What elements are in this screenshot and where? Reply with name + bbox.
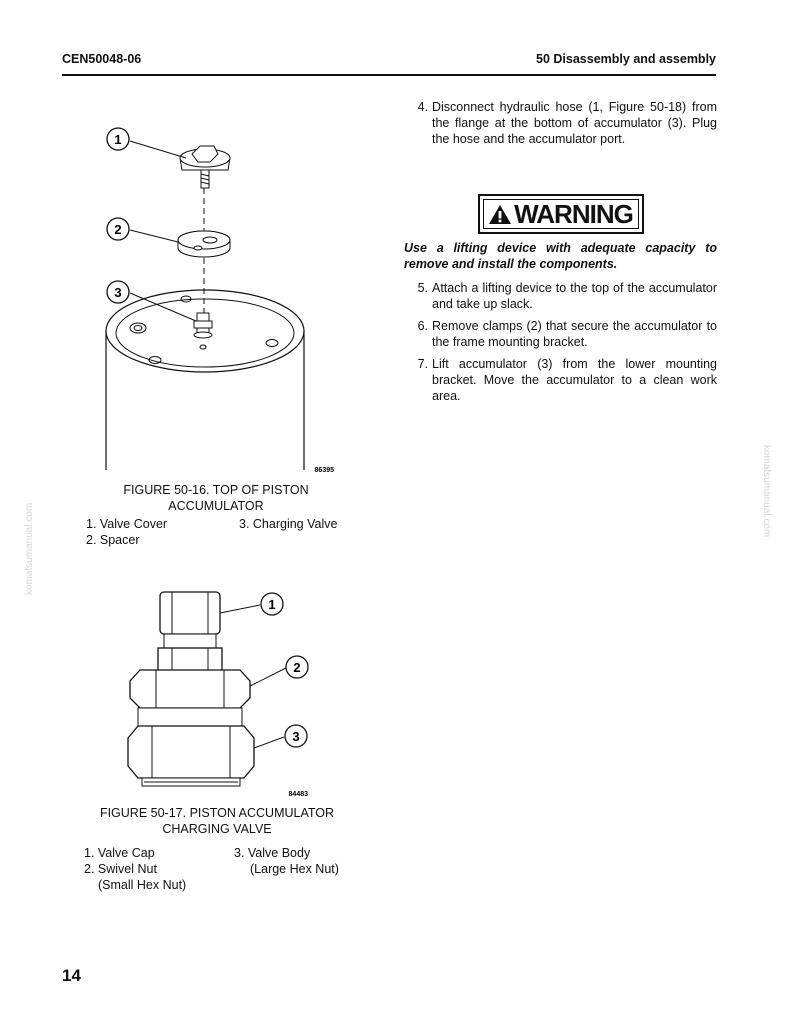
accumulator-top-illustration bbox=[96, 118, 346, 478]
step-number: 4. bbox=[417, 100, 428, 114]
figure-code: 86395 bbox=[314, 467, 334, 474]
legend-item: 3. Charging Valve bbox=[239, 517, 338, 531]
figure-50-16-caption bbox=[90, 482, 342, 514]
legend-item: 2. Swivel Nut bbox=[84, 862, 157, 876]
step-number: 7. bbox=[417, 357, 428, 371]
figure-code: 84483 bbox=[288, 791, 308, 798]
step-number: 5. bbox=[417, 281, 428, 295]
figure-piston-accumulator-charging-valve bbox=[122, 588, 322, 800]
watermark-right: komatsumanual.com bbox=[761, 445, 772, 538]
step-number: 6. bbox=[417, 319, 428, 333]
figure-top-of-piston-accumulator bbox=[96, 118, 346, 478]
page-header bbox=[62, 52, 716, 76]
legend-item: 3. Valve Body bbox=[234, 846, 311, 860]
legend-item: (Large Hex Nut) bbox=[250, 862, 339, 876]
step-6 bbox=[404, 318, 717, 350]
warning-label: WARNING bbox=[514, 199, 633, 229]
legend-item: (Small Hex Nut) bbox=[98, 878, 187, 892]
watermark-left: komatsumanual.com bbox=[24, 502, 35, 595]
section-title: 50 Disassembly and assembly bbox=[536, 52, 716, 66]
callout-2-label: 2 bbox=[114, 222, 122, 237]
caption-line: ACCUMULATOR bbox=[168, 499, 264, 513]
step-4 bbox=[404, 99, 717, 147]
callout-1-label: 1 bbox=[114, 132, 122, 147]
caption-line: CHARGING VALVE bbox=[162, 822, 272, 836]
step-text: Attach a lifting device to the top of the accumulator and take up slack. bbox=[432, 281, 717, 311]
page-number: 14 bbox=[62, 966, 81, 985]
callout-1-label: 1 bbox=[268, 597, 276, 612]
step-7 bbox=[404, 356, 717, 404]
charging-valve-illustration bbox=[122, 588, 322, 800]
caption-line: FIGURE 50-16. TOP OF PISTON bbox=[123, 483, 309, 497]
step-5 bbox=[404, 280, 717, 312]
step-text: Lift accumulator (3) from the lower mounting bracket. Move the accumulator to a clean work area. bbox=[432, 357, 717, 403]
legend-item: 2. Spacer bbox=[86, 533, 140, 547]
step-text: Disconnect hydraulic hose (1, Figure 50-18) from the flange at the bottom of accumulator (3). Plug the hose and the accumulator port. bbox=[432, 100, 717, 146]
callout-2-label: 2 bbox=[293, 660, 301, 675]
legend-item: 1. Valve Cap bbox=[84, 846, 155, 860]
figure-50-17-caption bbox=[86, 805, 348, 837]
warning-text: Use a lifting device with adequate capacity to remove and install the components. bbox=[404, 241, 717, 271]
caption-line: FIGURE 50-17. PISTON ACCUMULATOR bbox=[99, 806, 335, 820]
warning-triangle-icon bbox=[488, 204, 512, 225]
legend-item: 1. Valve Cover bbox=[86, 517, 168, 531]
callout-3-label: 3 bbox=[114, 285, 122, 300]
step-text: Remove clamps (2) that secure the accumulator to the frame mounting bracket. bbox=[432, 319, 717, 349]
callout-3-label: 3 bbox=[292, 729, 300, 744]
warning-block bbox=[404, 174, 717, 410]
procedure-steps-top bbox=[404, 99, 717, 153]
document-id: CEN50048-06 bbox=[62, 52, 142, 66]
warning-sign bbox=[478, 194, 644, 234]
figure-50-17-legend bbox=[84, 845, 354, 895]
figure-50-16-legend bbox=[86, 516, 346, 550]
